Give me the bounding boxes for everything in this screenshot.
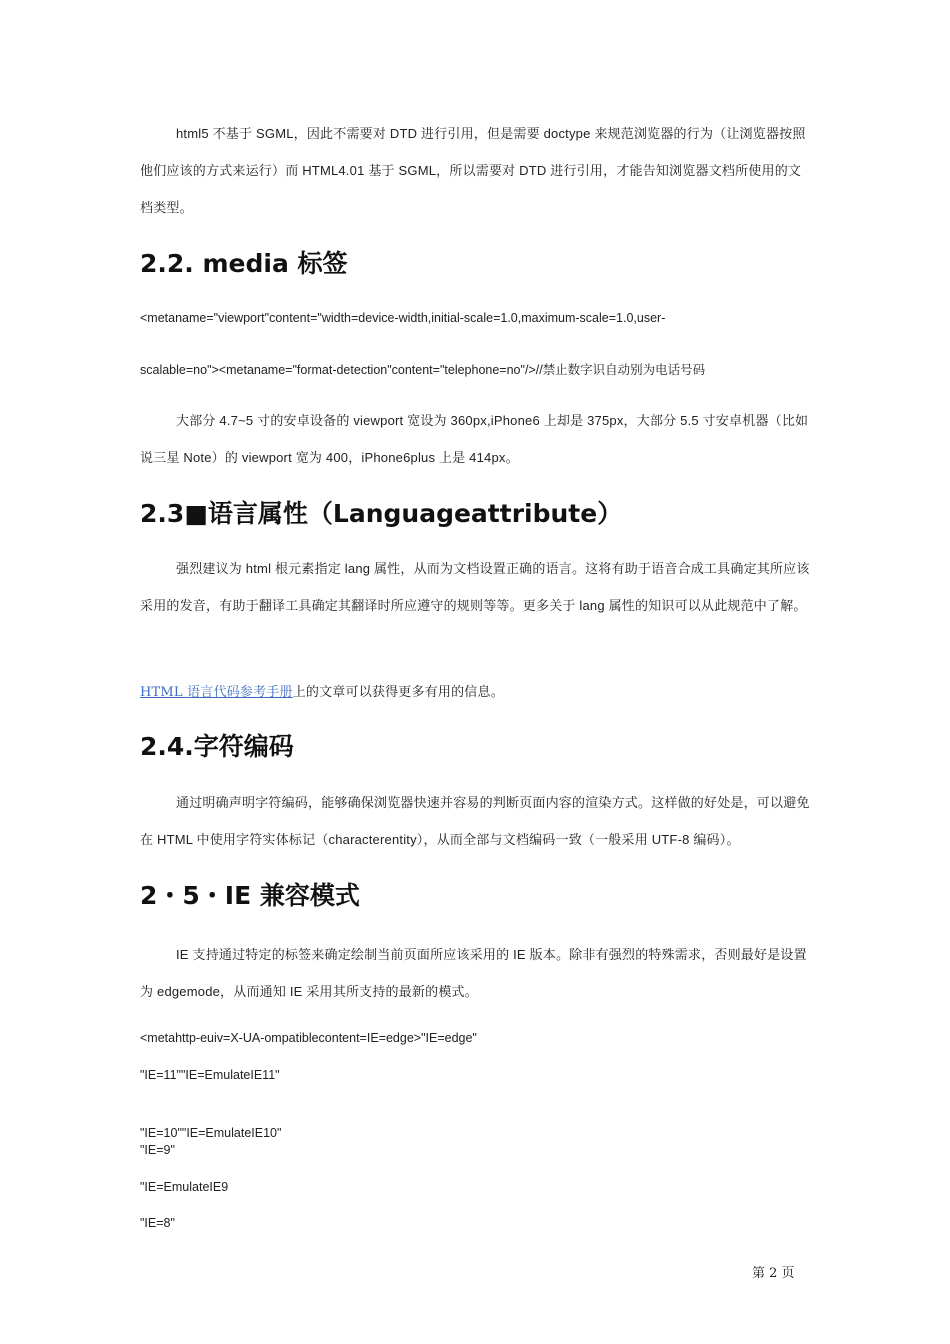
heading-ie-compat: 2・5・IE 兼容模式 — [140, 881, 360, 910]
code-line-emulate-ie9: "IE=EmulateIE9 — [140, 1180, 229, 1194]
code-line-meta: <metahttp-euiv=X-UA-ompatiblecontent=IE=edge>"IE=edge" — [140, 1031, 477, 1045]
code-line-ie11: "IE=11""IE=EmulateIE11" — [140, 1068, 280, 1082]
paragraph-reference: HTML 语言代码参考手册上的文章可以获得更多有用的信息。 — [140, 684, 504, 700]
heading-language-attribute: 2.3■语言属性（Languageattribute） — [140, 499, 623, 528]
code-line-format-detection: scalable=no"><metaname="format-detection"content="telephone=no"/>//禁止数字识自动别为电话号码 — [140, 363, 706, 377]
paragraph-charset: 通过明确声明字符编码，能够确保浏览器快速并容易的判断页面内容的渲染方式。这样做的好处是，可以避免在 HTML 中使用字符实体标记（characterentity），从而全部与文档编码一致（一般采用 UTF-8 编码）。 — [140, 795, 810, 847]
paragraph-lang: 强烈建议为 html 根元素指定 lang 属性，从而为文档设置正确的语言。这将有助于语音合成工具确定其所应该采用的发音，有助于翻译工具确定其翻译时所应遵守的规则等等。更多关于 lang 属性的知识可以从此规范中了解。 — [140, 561, 810, 613]
code-line-ie8: "IE=8" — [140, 1216, 175, 1230]
html-language-reference-link[interactable]: HTML 语言代码参考手册 — [140, 685, 293, 700]
heading-charset: 2.4.字符编码 — [140, 732, 294, 761]
paragraph-doctype: html5 不基于 SGML，因此不需要对 DTD 进行引用，但是需要 doctype 来规范浏览器的行为（让浏览器按照他们应该的方式来运行）而 HTML4.01 基于 SGML，所以需要对 DTD 进行引用，才能告知浏览器文档所使用的文档类型。 — [140, 126, 806, 215]
heading-media: 2.2. media 标签 — [140, 249, 348, 278]
code-line-ie10: "IE=10""IE=EmulateIE10" — [140, 1126, 282, 1140]
paragraph-viewport-widths: 大部分 4.7~5 寸的安卓设备的 viewport 宽设为 360px,iPhone6 上却是 375px，大部分 5.5 寸安卓机器（比如说三星 Note）的 viewport 宽为 400，iPhone6plus 上是 414px。 — [140, 413, 809, 465]
page-number: 第 2 页 — [752, 1266, 795, 1281]
code-line-viewport: <metaname="viewport"content="width=device-width,initial-scale=1.0,maximum-scale=1.0,user- — [140, 311, 666, 325]
paragraph-ie-compat: IE 支持通过特定的标签来确定绘制当前页面所应该采用的 IE 版本。除非有强烈的特殊需求，否则最好是设置为 edgemode，从而通知 IE 采用其所支持的最新的模式。 — [140, 947, 807, 999]
code-line-ie9: "IE=9" — [140, 1143, 175, 1157]
